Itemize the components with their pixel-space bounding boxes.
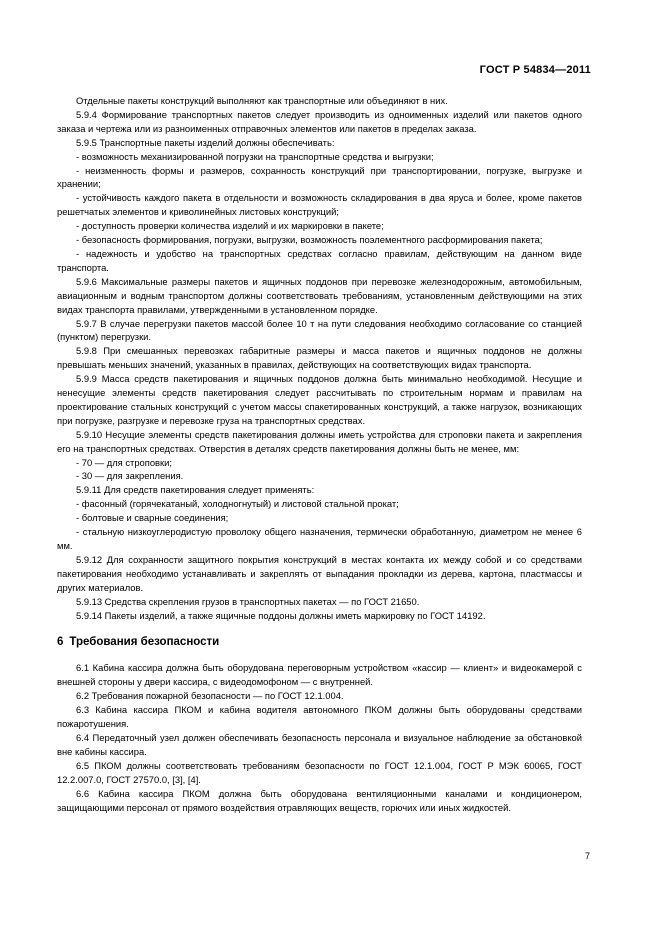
paragraph: 6.2 Требования пожарной безопасности — по ГОСТ 12.1.004. [76, 690, 344, 702]
paragraph: - болтовые и сварные соединения; [76, 512, 229, 524]
paragraph: 6.5 ПКОМ должны соответствовать требованиям безопасности по ГОСТ 12.1.004, ГОСТ Р МЭК 60065, ГОСТ 12.2.007.0, ГОСТ 27570.0, [3], [4]. [57, 759, 582, 785]
paragraph: - возможность механизированной погрузки на транспортные средства и выгрузки; [76, 150, 434, 162]
paragraph: - надежность и удобство на транспортных средствах согласно правилам, действующим на данном виде транспорта. [57, 247, 582, 273]
paragraph: 5.9.11 Для средств пакетирования следует применять: [76, 484, 315, 496]
page-body [57, 94, 582, 814]
paragraph: 6.4 Передаточный узел должен обеспечивать безопасность персонала и визуальное наблюдение за обстановкой вне кабины кассира. [57, 731, 582, 757]
section-5-9-text [57, 94, 582, 622]
paragraph: 5.9.12 Для сохранности защитного покрытия конструкций в местах контакта их между собой и со средствами пакетирования необходимо устанавливать и закреплять от выпадания прокладки из дерева, картона, пластмассы и других материалов. [57, 553, 582, 593]
paragraph: - стальную низкоуглеродистую проволоку общего назначения, термически обработанную, диаметром не менее 6 мм. [57, 526, 582, 551]
section-6-title: Требования безопасности [69, 636, 220, 649]
paragraph: 5.9.8 При смешанных перевозках габаритные размеры и масса пакетов и ящичных поддонов не должны превышать меньших значений, указанных в правилах, действующих на соответствующих видах транспорта. [57, 345, 582, 371]
paragraph: - устойчивость каждого пакета в отдельности и возможность складирования в два яруса и более, кроме пакетов решетчатых элементов и криволинейных листовых конструкций; [57, 192, 582, 218]
paragraph: 6.1 Кабина кассира должна быть оборудована переговорным устройством «кассир — клиент» и видеокамерой с внешней стороны у двери кассира, с видеодомофоном — с внутренней. [57, 662, 582, 688]
paragraph: 5.9.6 Максимальные размеры пакетов и ящичных поддонов при перевозке железнодорожным, автомобильным, авиационным и водным транспортом должны соответствовать требованиям, установленным действующими на этих видах транспорта правилами, утвержденными в установленном порядке. [57, 275, 582, 315]
paragraph: - фасонный (горячекатаный, холодногнутый) и листовой стальной прокат; [76, 498, 399, 510]
paragraph: 5.9.5 Транспортные пакеты изделий должны обеспечивать: [76, 136, 335, 148]
section-6-number: 6 [57, 636, 64, 649]
page-number: 7 [584, 851, 590, 861]
paragraph: 5.9.7 В случае перегрузки пакетов массой более 10 т на пути следования необходимо согласование со станцией (пунктом) перегрузки. [57, 317, 582, 343]
document-header-id: ГОСТ Р 54834—2011 [479, 64, 591, 76]
paragraph: 5.9.9 Масса средств пакетирования и ящичных поддонов должна быть минимально необходимой. Несущие и ненесущие элементы средств пакетирования следует рассчитывать по строительным нормам и правилам на проектирование стальных конструкций с учетом массы спакетированных конструкций, а также нагрузок, возникающих при погрузке, разгрузке и перевозке груза на транспортных средствах. [57, 373, 582, 426]
paragraph: 5.9.4 Формирование транспортных пакетов следует производить из одноименных изделий или пакетов одного заказа и чертежа или из разноименных отправочных элементов или пакетов в пределах заказа. [57, 108, 582, 134]
paragraph: 5.9.13 Средства скрепления грузов в транспортных пакетах — по ГОСТ 21650. [76, 595, 420, 607]
paragraph: - 30 — для закрепления. [76, 470, 184, 482]
paragraph: - безопасность формирования, погрузки, выгрузки, возможность поэлементного расформирования пакета; [76, 234, 543, 246]
paragraph: 6.3 Кабина кассира ПКОМ и кабина водителя автономного ПКОМ должны быть оборудованы средствами пожаротушения. [57, 704, 582, 730]
paragraph: - неизменность формы и размеров, сохранность конструкций при транспортировании, погрузке, выгрузке и хранении; [57, 164, 582, 190]
paragraph: - доступность проверки количества изделий и их маркировки в пакете; [76, 220, 384, 232]
paragraph: 6.6 Кабина кассира ПКОМ должна быть оборудована вентиляционными каналами и кондиционером, защищающими персонал от прямого воздействия отравляющих веществ, горючих или иных жидкостей. [57, 787, 582, 813]
section-6-text [57, 661, 582, 814]
paragraph: - 70 — для строповки; [76, 456, 172, 468]
paragraph: 5.9.10 Несущие элементы средств пакетирования должны иметь устройства для строповки пакета и закрепления его на транспортных средствах. Отверстия в деталях средств пакетирования должны быть не менее, мм: [57, 428, 582, 454]
section-6-heading [57, 635, 582, 650]
paragraph: 5.9.14 Пакеты изделий, а также ящичные поддоны должны иметь маркировку по ГОСТ 14192. [76, 609, 486, 621]
paragraph: Отдельные пакеты конструкций выполняют как транспортные или объединяют в них. [76, 95, 448, 106]
